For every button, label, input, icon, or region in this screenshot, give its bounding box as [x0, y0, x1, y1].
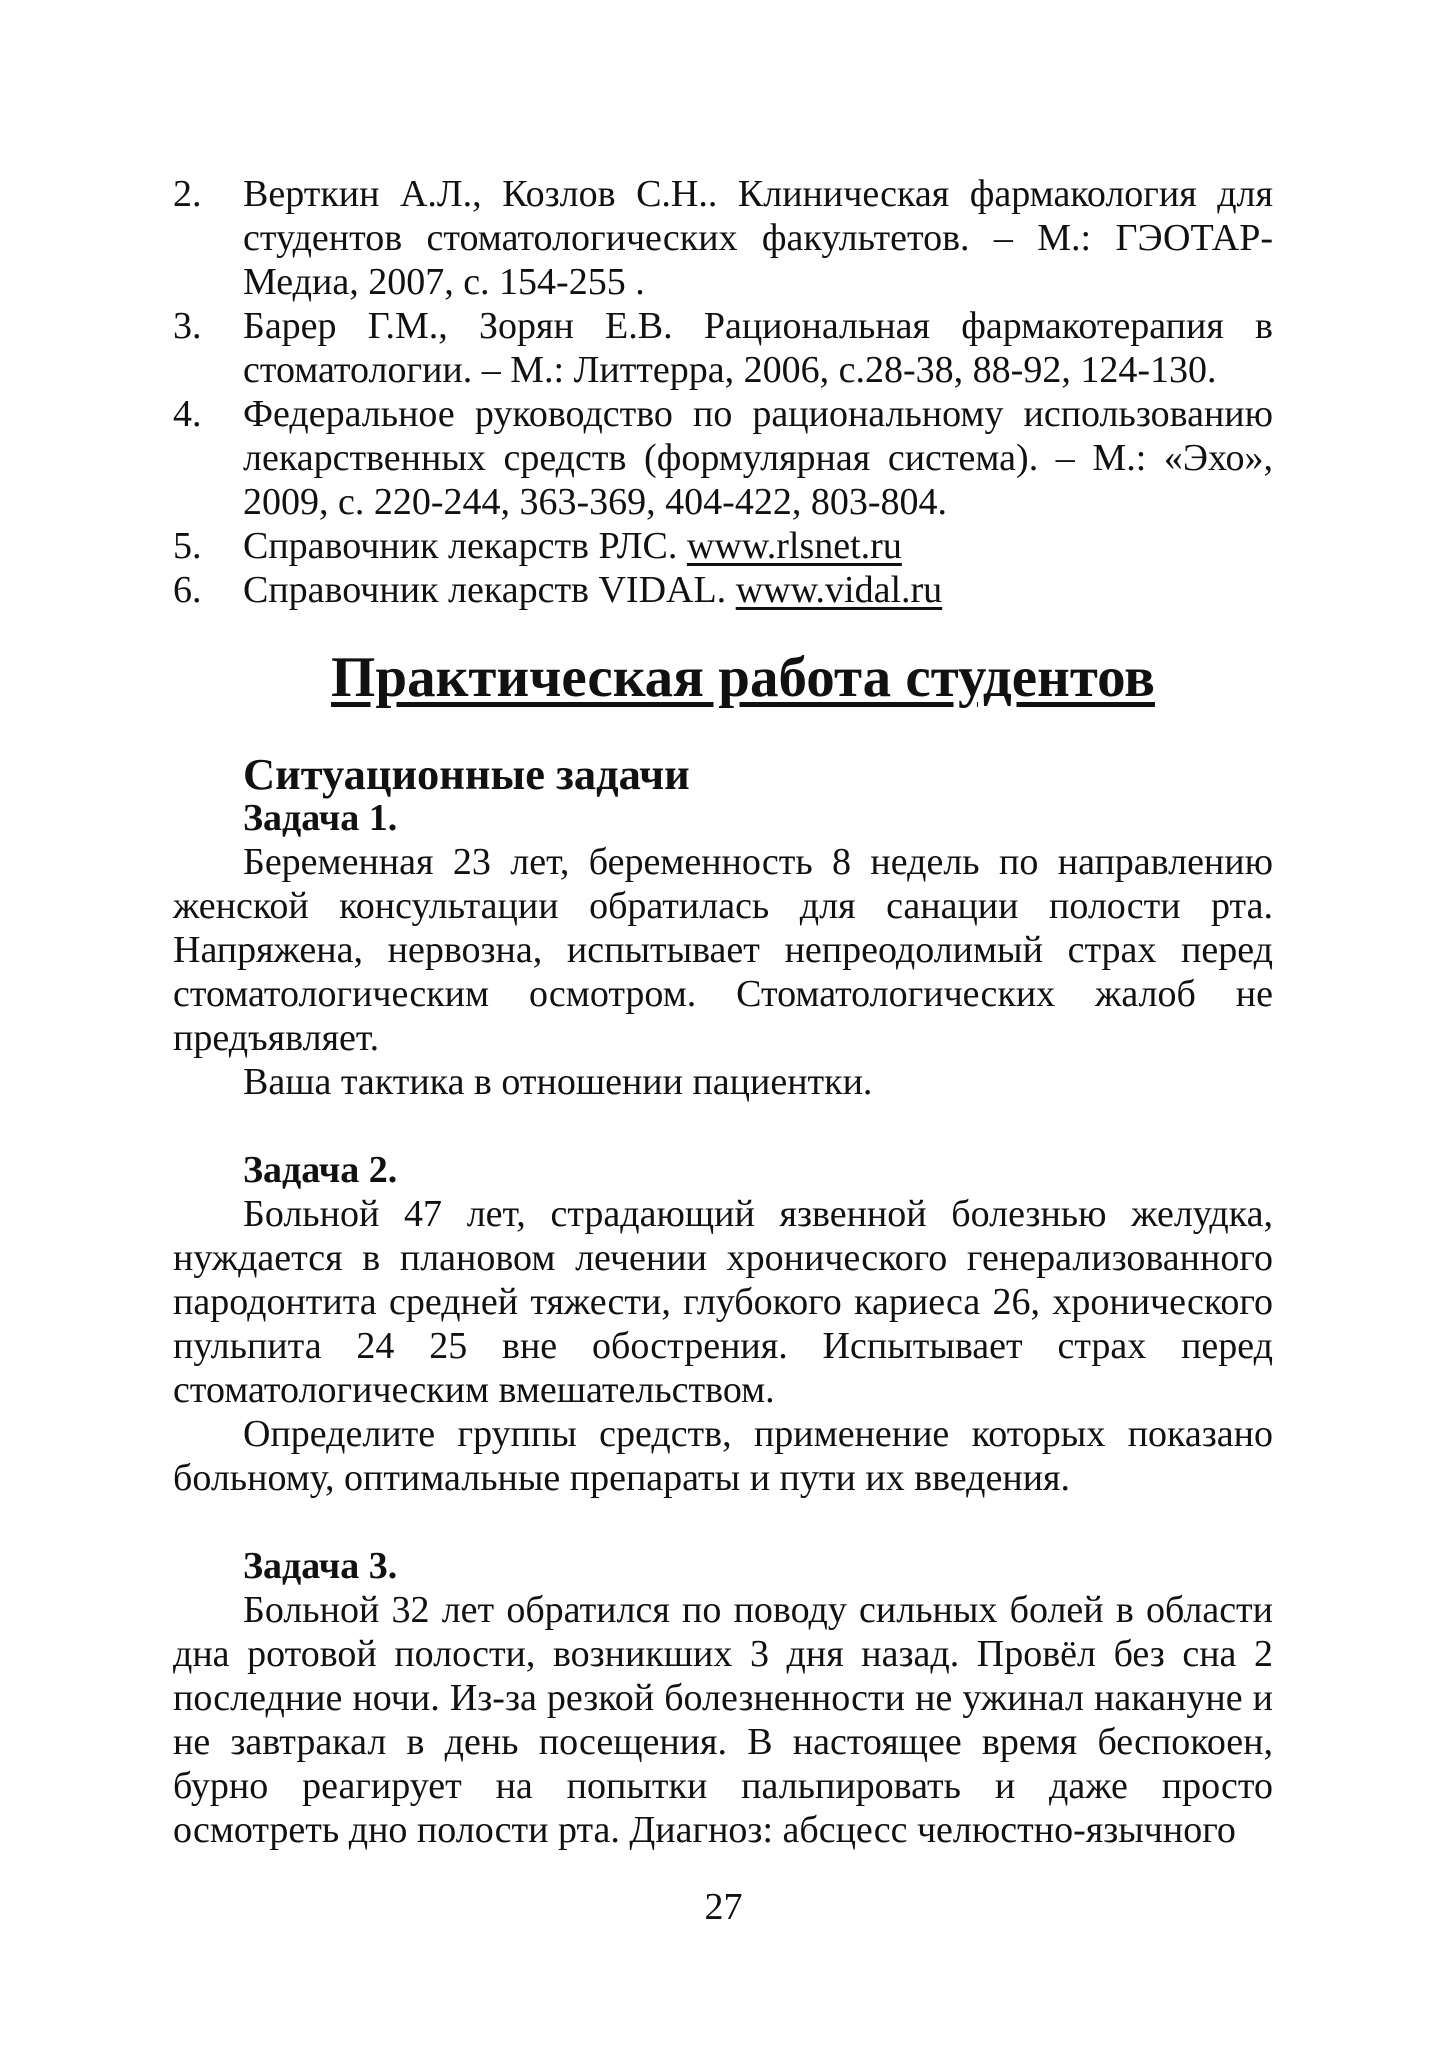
- task-3: [173, 1544, 1273, 1852]
- reference-text-with-link: [243, 568, 1273, 612]
- reference-number: 3.: [173, 305, 202, 347]
- reference-number: 6.: [173, 569, 202, 611]
- reference-text: Справочник лекарств РЛС.: [243, 525, 678, 567]
- task-paragraph: Больной 47 лет, страдающий язвенной болезнью желудка, нуждается в плановом лечении хронического генерализованного пародонтита средней тяжести, глубокого кариеса 26, хронического пульпита 24 25 вне обострения. Испытывает страх перед стоматологическим вмешательством.: [173, 1193, 1273, 1411]
- section-heading: Практическая работа студентов: [331, 646, 1155, 709]
- task-1: [173, 796, 1273, 1104]
- page-content: [173, 172, 1273, 1852]
- rlsnet-link[interactable]: www.rlsnet.ru: [686, 525, 902, 567]
- task-question: Определите группы средств, применение которых показано больному, оптимальные препараты и пути их введения.: [173, 1413, 1273, 1499]
- task-title: Задача 2.: [243, 1149, 398, 1191]
- reference-number: 5.: [173, 525, 202, 567]
- task-2: [173, 1148, 1273, 1500]
- reference-list: [173, 172, 1273, 612]
- reference-text: Федеральное руководство по рациональному использованию лекарственных средств (формулярная система). – М.: «Эхо», 2009, с. 220-244, 363-369, 404-422, 803-804.: [243, 393, 1273, 523]
- reference-text: Справочник лекарств VIDAL.: [243, 569, 727, 611]
- reference-item: [173, 524, 1273, 568]
- reference-item: [173, 392, 1273, 524]
- task-question: Ваша тактика в отношении пациентки.: [243, 1061, 873, 1103]
- reference-item: [173, 172, 1273, 304]
- subheading: Ситуационные задачи: [243, 749, 690, 799]
- reference-text: Верткин А.Л., Козлов С.Н.. Клиническая фармакология для студентов стоматологических факультетов. – М.: ГЭОТАР-Медиа, 2007, с. 154-255 .: [243, 173, 1273, 303]
- vidal-link[interactable]: www.vidal.ru: [735, 569, 943, 611]
- reference-item: [173, 304, 1273, 392]
- task-paragraph: Больной 32 лет обратился по поводу сильных болей в области дна ротовой полости, возникших 3 дня назад. Провёл без сна 2 последние ночи. Из-за резкой болезненности не ужинал накануне и не завтракал в день посещения. В настоящее время беспокоен, бурно реагирует на попытки пальпировать и даже просто осмотреть дно полости рта. Диагноз: абсцесс челюстно-язычного: [173, 1589, 1273, 1851]
- task-paragraph: Беременная 23 лет, беременность 8 недель по направлению женской консультации обратилась для санации полости рта. Напряжена, нервозна, испытывает непреодолимый страх перед стоматологическим осмотром. Стоматологических жалоб не предъявляет.: [173, 841, 1273, 1059]
- reference-text-with-link: [243, 524, 1273, 568]
- reference-number: 2.: [173, 173, 202, 215]
- reference-item: [173, 568, 1273, 612]
- page-number: 27: [704, 1886, 743, 1928]
- reference-number: 4.: [173, 393, 202, 435]
- task-title: Задача 1.: [243, 797, 398, 839]
- task-title: Задача 3.: [243, 1545, 398, 1587]
- reference-text: Барер Г.М., Зорян Е.В. Рациональная фармакотерапия в стоматологии. – М.: Литтерра, 2006, с.28-38, 88-92, 124-130.: [243, 305, 1273, 391]
